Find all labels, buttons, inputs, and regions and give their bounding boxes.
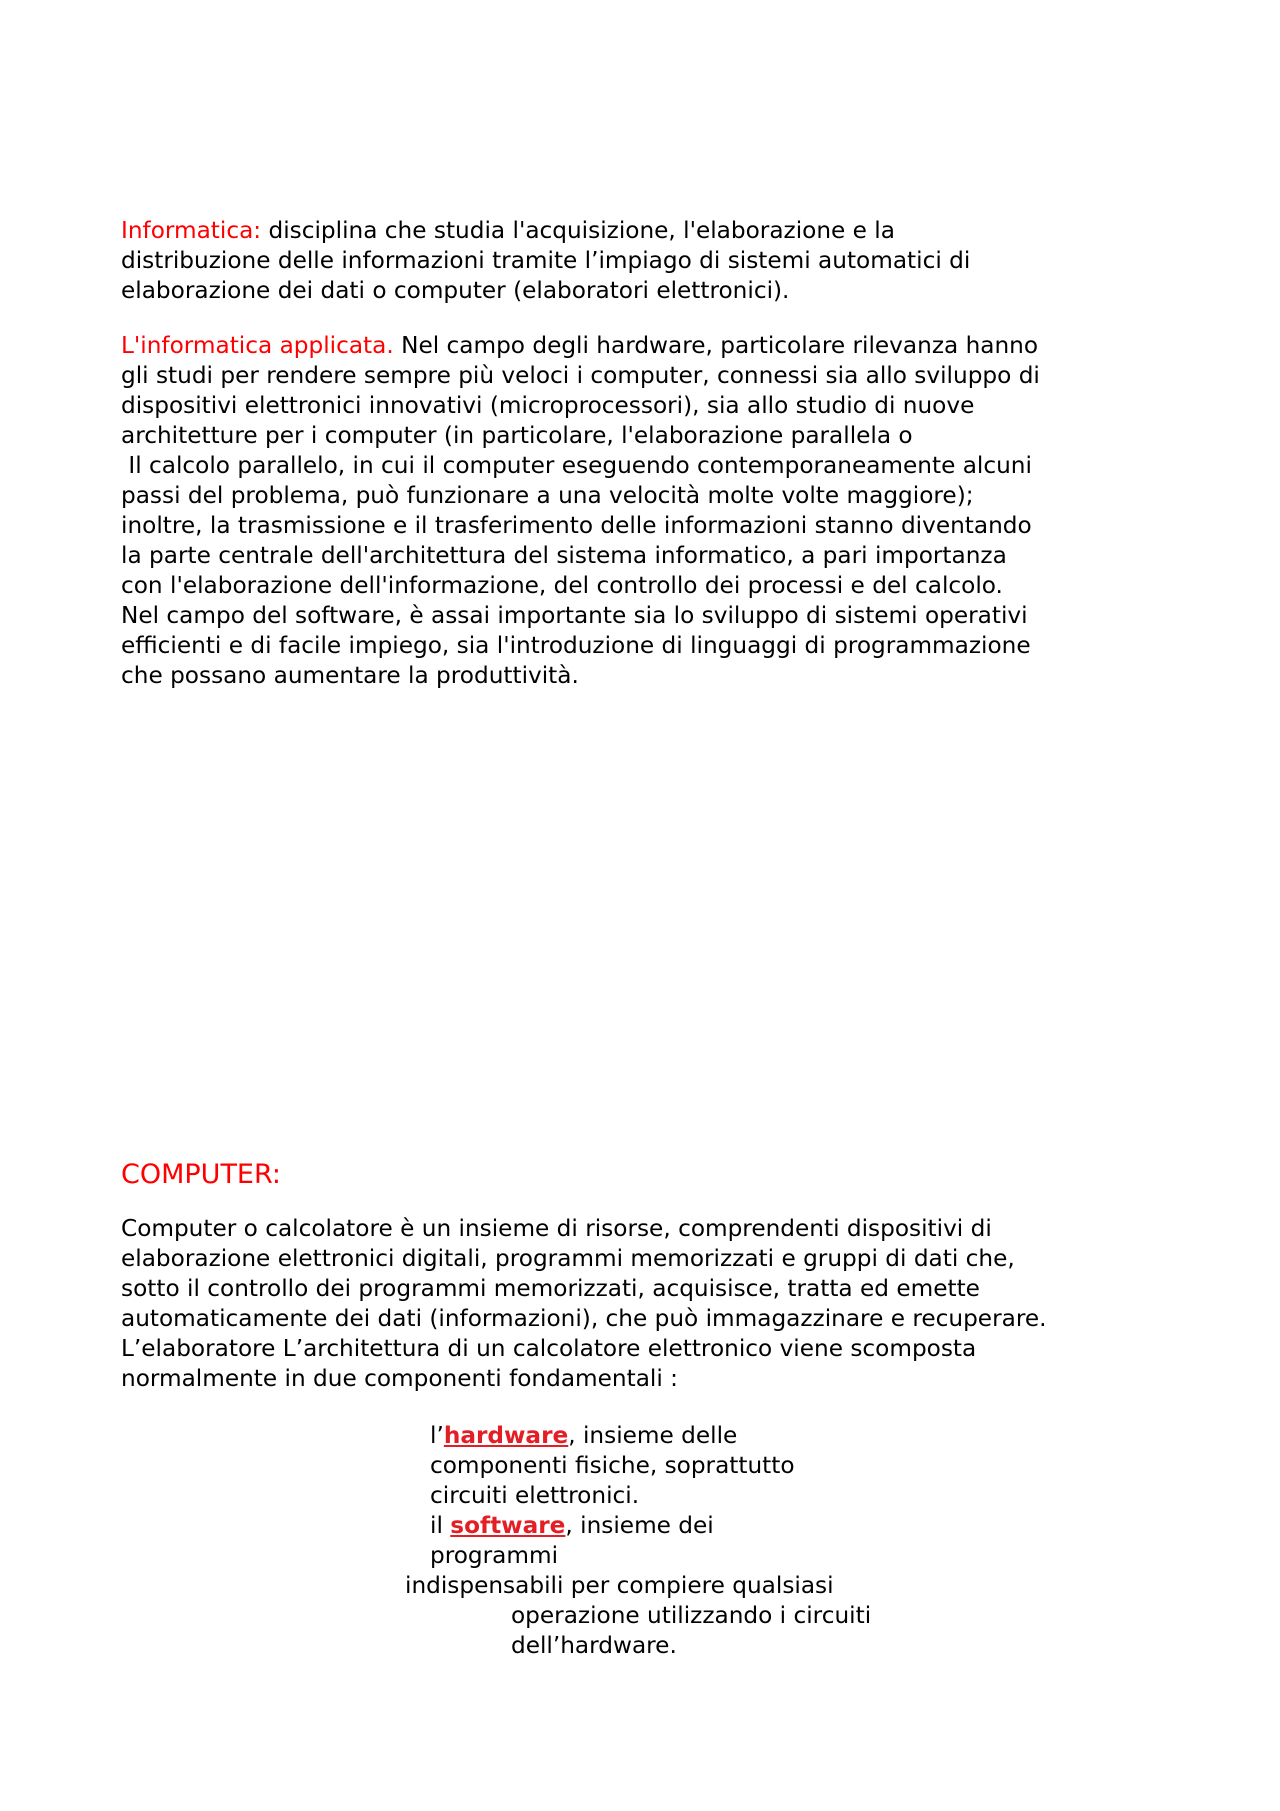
paragraph-line: architetture per i computer (in particolare, l'elaborazione parallela o (121, 422, 913, 449)
paragraph-line: sotto il controllo dei programmi memorizzati, acquisisce, tratta ed emette (121, 1275, 980, 1302)
paragraph-line: passi del problema, può funzionare a una velocità molte volte maggiore); (121, 482, 974, 509)
paragraph-line: elaborazione elettronici digitali, programmi memorizzati e gruppi di dati che, (121, 1245, 1015, 1272)
paragraph-line (121, 331, 1038, 361)
paragraph-line: gli studi per rendere sempre più veloci i computer, connessi sia allo sviluppo di (121, 362, 1040, 389)
item-suffix: , insieme delle (568, 1422, 738, 1449)
term-software: software (450, 1512, 566, 1539)
line-text: Nel campo degli hardware, particolare rilevanza hanno (393, 332, 1039, 359)
paragraph-line: distribuzione delle informazioni tramite l’impiago di sistemi automatici di (121, 247, 971, 274)
label-informatica: Informatica: (121, 217, 262, 244)
paragraph-line: efficienti e di facile impiego, sia l'introduzione di linguaggi di programmazione (121, 632, 1031, 659)
item-prefix: l’ (430, 1422, 444, 1449)
paragraph-line: automaticamente dei dati (informazioni), che può immagazzinare e recuperare. (121, 1305, 1047, 1332)
heading-computer: COMPUTER: (121, 1159, 282, 1190)
paragraph-line: che possano aumentare la produttività. (121, 662, 579, 689)
list-item-software (430, 1511, 714, 1541)
line-text: disciplina che studia l'acquisizione, l'elaborazione e la (261, 217, 895, 244)
paragraph-line: inoltre, la trasmissione e il trasferimento delle informazioni stanno diventando (121, 512, 1032, 539)
paragraph-line: normalmente in due componenti fondamentali : (121, 1365, 678, 1392)
list-item-line: programmi (430, 1542, 559, 1569)
paragraph-line: elaborazione dei dati o computer (elaboratori elettronici). (121, 277, 790, 304)
list-item-line: indispensabili per compiere qualsiasi (405, 1572, 834, 1599)
item-prefix: il (430, 1512, 451, 1539)
paragraph-line: la parte centrale dell'architettura del sistema informatico, a pari importanza (121, 542, 1007, 569)
list-item-hardware (430, 1421, 737, 1451)
list-item-line: operazione utilizzando i circuiti (511, 1602, 872, 1629)
item-suffix: , insieme dei (565, 1512, 714, 1539)
paragraph-line: Computer o calcolatore è un insieme di risorse, comprendenti dispositivi di (121, 1215, 992, 1242)
list-item-line: componenti fisiche, soprattutto (430, 1452, 795, 1479)
list-item-line: dell’hardware. (511, 1632, 677, 1659)
paragraph-line: Nel campo del software, è assai importante sia lo sviluppo di sistemi operativi (121, 602, 1028, 629)
paragraph-line: dispositivi elettronici innovativi (microprocessori), sia allo studio di nuove (121, 392, 975, 419)
term-hardware: hardware (443, 1422, 569, 1449)
paragraph-line (121, 216, 895, 246)
paragraph-line: L’elaboratore L’architettura di un calcolatore elettronico viene scomposta (121, 1335, 977, 1362)
paragraph-line: Il calcolo parallelo, in cui il computer eseguendo contemporaneamente alcuni (121, 452, 1032, 479)
list-item-line: circuiti elettronici. (430, 1482, 640, 1509)
label-informatica-applicata: L'informatica applicata. (121, 332, 394, 359)
paragraph-line: con l'elaborazione dell'informazione, del controllo dei processi e del calcolo. (121, 572, 1003, 599)
